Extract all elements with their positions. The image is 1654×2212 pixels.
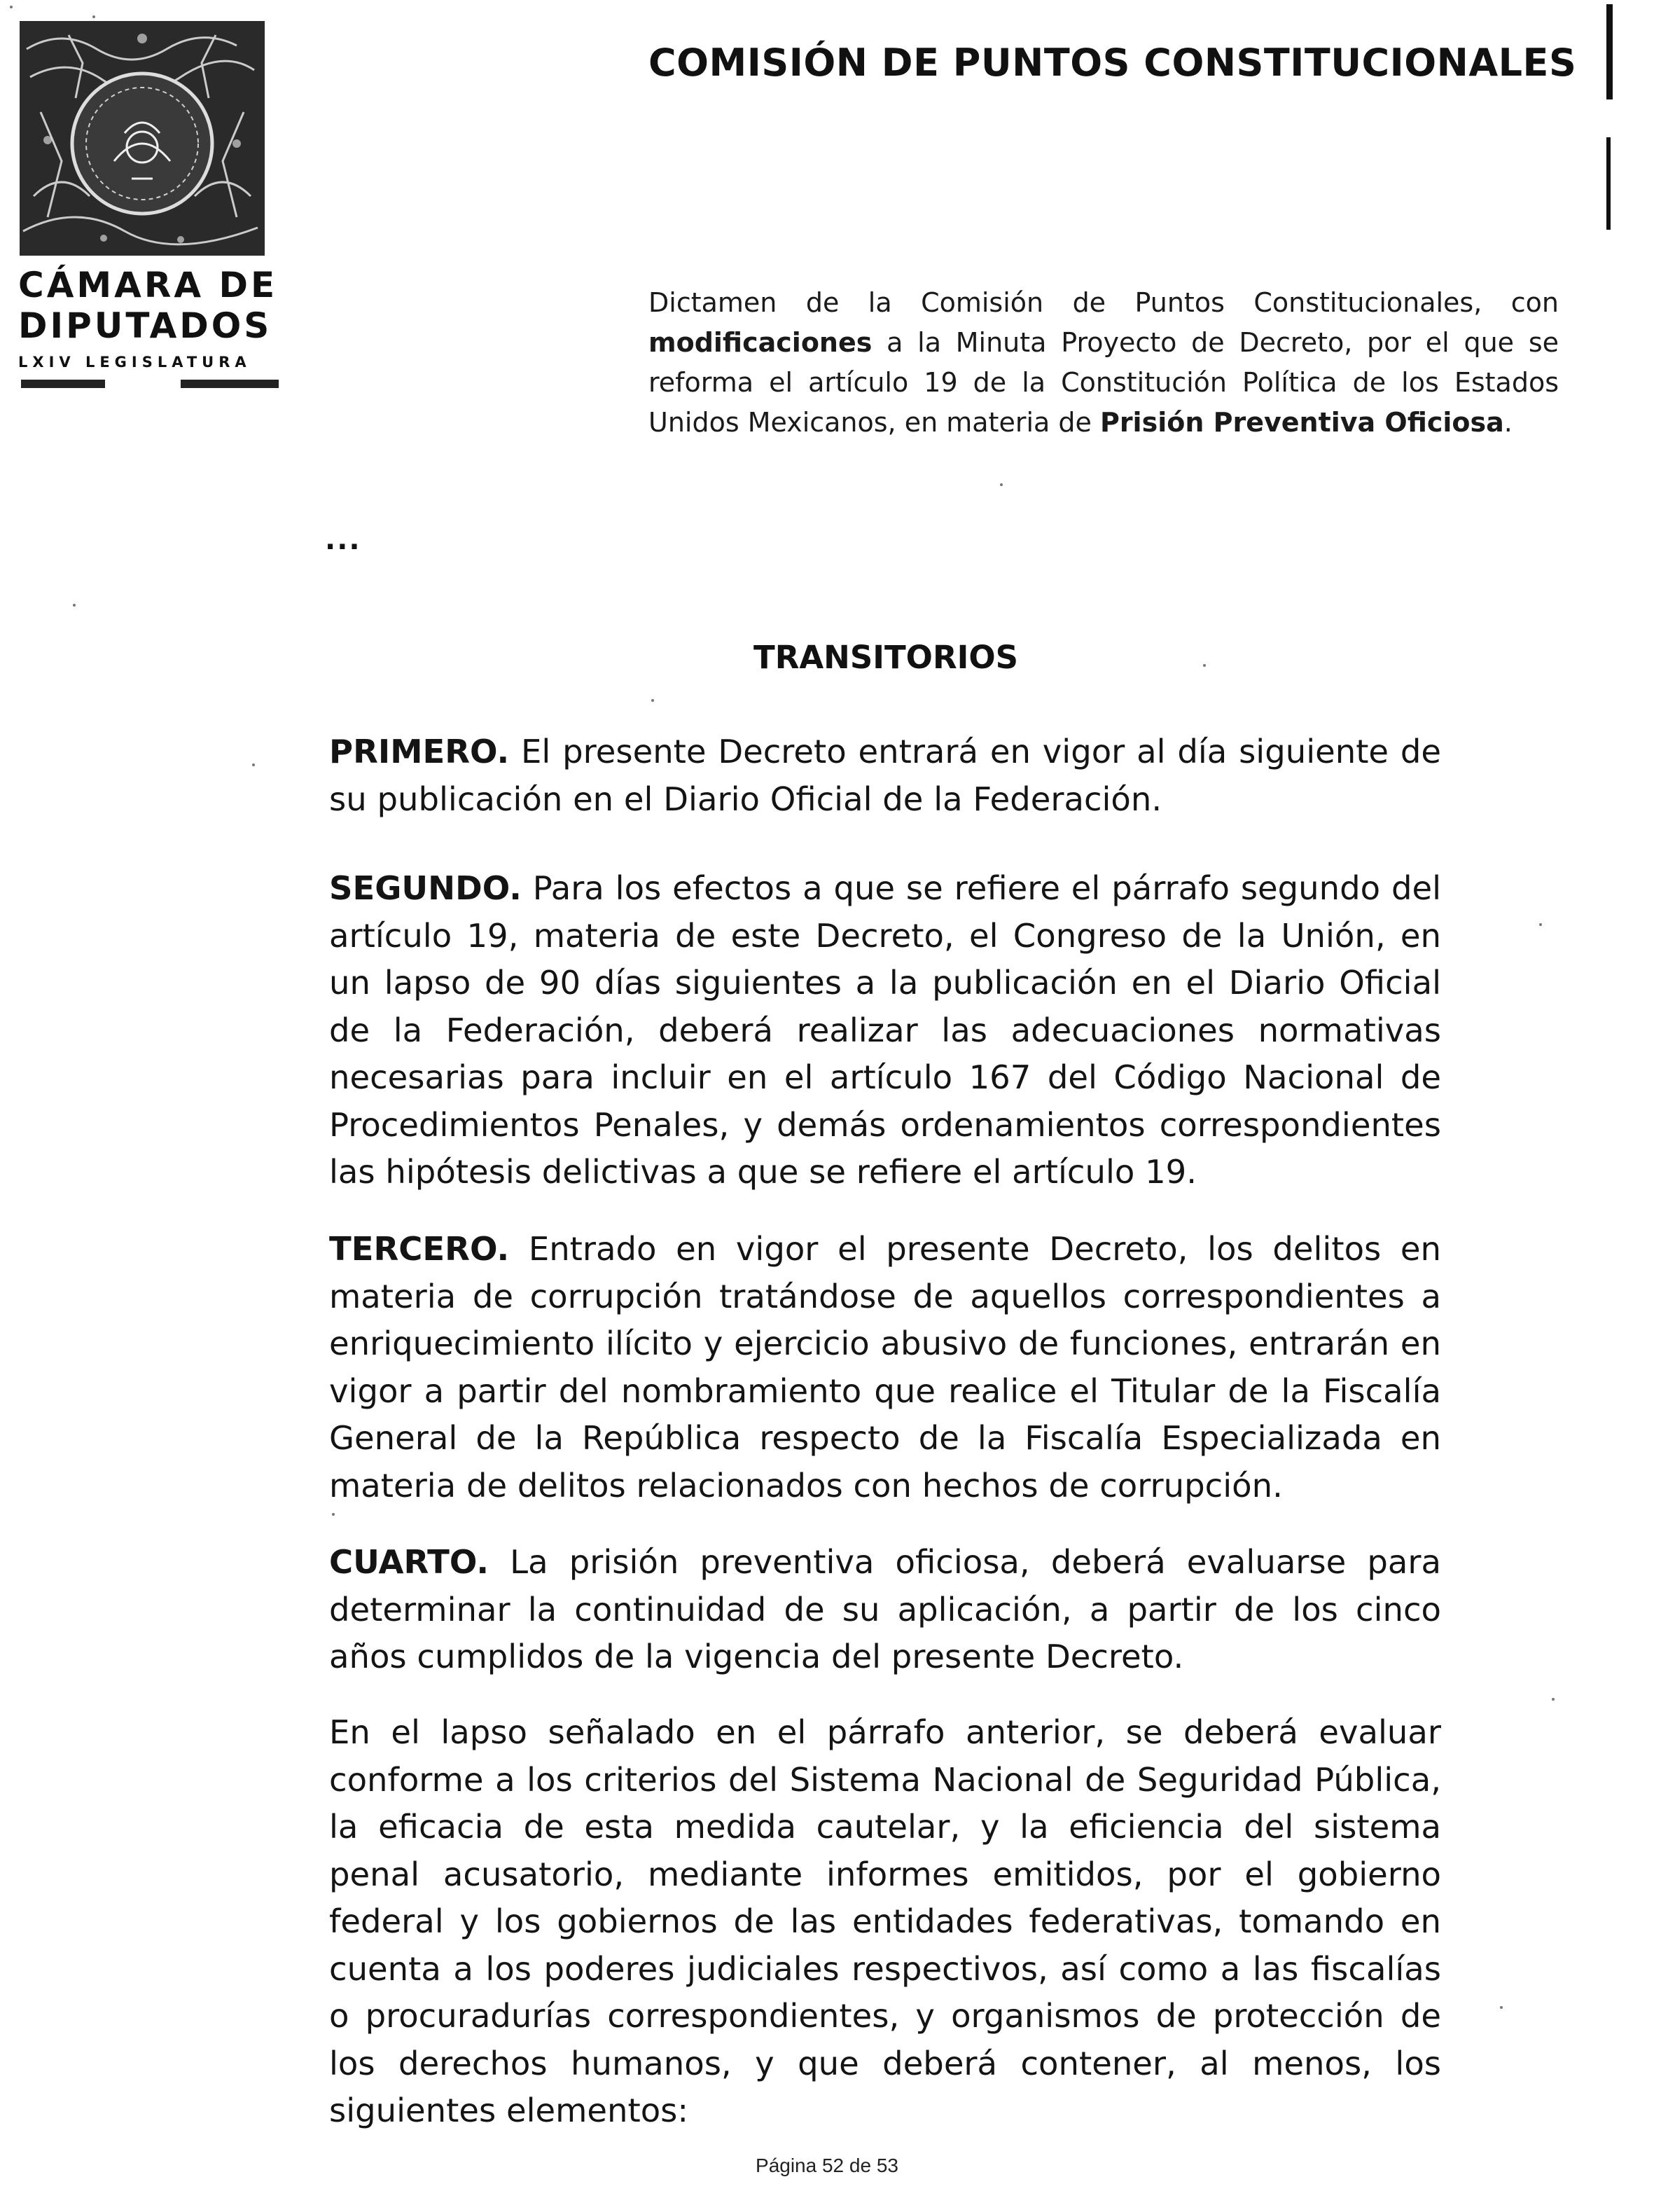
article-lead: SEGUNDO. — [329, 869, 522, 907]
legislature-label: LXIV LEGISLATURA — [18, 354, 251, 371]
article-text: Para los efectos a que se refiere el párrafo segundo del artículo 19, materia de este Decreto, el Congreso de la Unión, en un lapso de 90 días siguientes a la publicación en el Diario Oficial de la Federación, deberá realizar las adecuaciones normativas necesarias para incluir en el artículo 167 del Código Nacional de Procedimientos Penales, y demás ordenamientos correspondientes las hipótesis delictivas a que se refiere el artículo 19. — [329, 869, 1441, 1191]
scan-speck — [1000, 483, 1003, 486]
article-lead: TERCERO. — [329, 1230, 510, 1268]
article-lead: PRIMERO. — [329, 733, 510, 770]
dictamen-bold-b: Prisión Preventiva Oficiosa — [1099, 407, 1504, 438]
scan-edge-mark — [1606, 4, 1613, 99]
dictamen-text-b: a la Minuta Proyecto de Decreto, por el que se reforma el artículo 19 de la Constitución Política de los Estados Unidos Mexicanos, en materia de — [648, 327, 1559, 438]
transitory-article-segundo — [329, 865, 1441, 1196]
scan-speck — [1539, 923, 1542, 926]
omission-ellipsis: ... — [325, 524, 361, 556]
scan-speck — [1500, 2006, 1503, 2009]
scan-speck — [252, 763, 255, 766]
scan-speck — [332, 1513, 335, 1516]
commission-title: COMISIÓN DE PUNTOS CONSTITUCIONALES — [648, 41, 1577, 85]
dictamen-bold-a: modificaciones — [648, 327, 873, 358]
scan-speck — [73, 604, 76, 607]
scan-speck — [10, 6, 13, 8]
scan-speck — [651, 699, 654, 702]
transitory-article-tercero — [329, 1226, 1441, 1509]
dictamen-text-a: Dictamen de la Comisión de Puntos Constitucionales, con — [648, 287, 1559, 318]
scan-edge-mark — [1606, 137, 1611, 230]
scan-speck — [1203, 664, 1206, 667]
page-number: Página 52 de 53 — [756, 2155, 898, 2176]
scan-speck — [1552, 1698, 1555, 1701]
institution-divider — [18, 380, 284, 388]
dictamen-text-c: . — [1503, 407, 1513, 438]
section-heading: TRANSITORIOS — [753, 639, 1018, 676]
transitory-article-primero — [329, 728, 1441, 823]
institution-line-2: DIPUTADOS — [18, 305, 272, 346]
dictamen-summary — [648, 283, 1559, 443]
institution-block — [18, 265, 284, 388]
article-text: El presente Decreto entrará en vigor al día siguiente de su publicación en el Diario Oficial de la Federación. — [329, 733, 1441, 818]
article-lead: CUARTO. — [329, 1543, 489, 1581]
camara-de-diputados-seal-icon — [20, 21, 265, 256]
institution-line-1: CÁMARA DE — [18, 265, 278, 305]
article-text: En el lapso señalado en el párrafo anterior, se deberá evaluar conforme a los criterios del Sistema Nacional de Seguridad Pública, la eficacia de esta medida cautelar, y la eficiencia del sistema penal acusatorio, mediante informes emitidos, por el gobierno federal y los gobiernos de las entidades federativas, tomando en cuenta a los poderes judiciales respectivos, así como a las fiscalías o procuradurías correspondientes, y organismos de protección de los derechos humanos, y que deberá contener, al menos, los siguientes elementos: — [329, 1713, 1441, 2129]
article-text: Entrado en vigor el presente Decreto, los delitos en materia de corrupción tratándose de aquellos correspondientes a enriquecimiento ilícito y ejercicio abusivo de funciones, entrarán en vigor a partir del nombramiento que realice el Titular de la Fiscalía General de la República respecto de la Fiscalía Especializada en materia de delitos relacionados con hechos de corrupción. — [329, 1230, 1441, 1505]
transitory-article-cuarto-continuation — [329, 1709, 1441, 2135]
article-text: La prisión preventiva oficiosa, deberá evaluarse para determinar la continuidad de su aplicación, a partir de los cinco años cumplidos de la vigencia del presente Decreto. — [329, 1543, 1441, 1675]
scan-speck — [92, 15, 95, 18]
transitory-article-cuarto — [329, 1539, 1441, 1681]
